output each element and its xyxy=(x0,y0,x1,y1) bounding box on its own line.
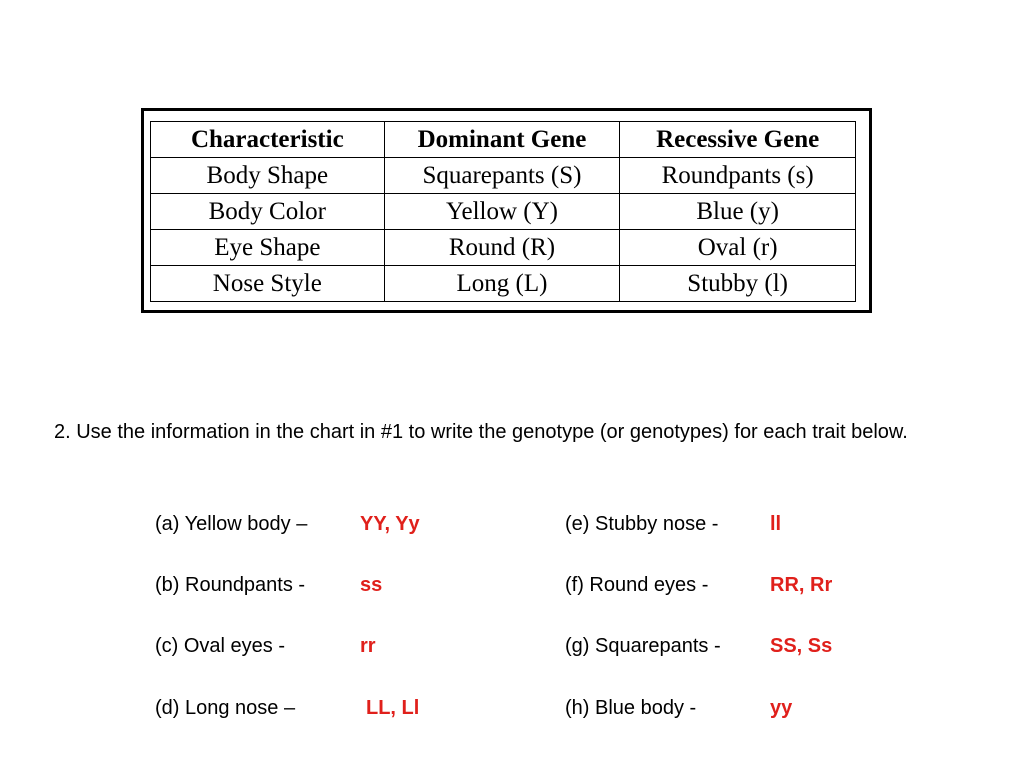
recessive-gene-cell: Stubby (l) xyxy=(620,266,856,302)
answer-value: RR, Rr xyxy=(770,574,833,596)
answer-label: (f) Round eyes - xyxy=(565,574,709,596)
answer-value: ll xyxy=(770,513,782,535)
table-row xyxy=(151,266,856,302)
answer-label: (d) Long nose – xyxy=(155,697,296,719)
trait-chart-frame xyxy=(141,108,872,313)
answer-label: (a) Yellow body – xyxy=(155,513,308,535)
trait-chart xyxy=(150,121,856,302)
answer-value: rr xyxy=(360,635,376,657)
table-row xyxy=(151,194,856,230)
answer-value: yy xyxy=(770,697,793,719)
characteristic-cell: Nose Style xyxy=(151,266,385,302)
answer-value: LL, Ll xyxy=(366,697,420,719)
dominant-gene-cell: Yellow (Y) xyxy=(384,194,620,230)
answer-value: SS, Ss xyxy=(770,635,833,657)
recessive-gene-cell: Blue (y) xyxy=(620,194,856,230)
answer-label: (h) Blue body - xyxy=(565,697,697,719)
characteristic-cell: Body Color xyxy=(151,194,385,230)
recessive-gene-cell: Roundpants (s) xyxy=(620,158,856,194)
characteristic-cell: Body Shape xyxy=(151,158,385,194)
header-recessive-gene: Recessive Gene xyxy=(620,122,856,158)
answer-value: YY, Yy xyxy=(360,513,420,535)
table-row xyxy=(151,230,856,266)
header-characteristic: Characteristic xyxy=(151,122,385,158)
answer-label: (b) Roundpants - xyxy=(155,574,306,596)
answer-value: ss xyxy=(360,574,383,596)
dominant-gene-cell: Round (R) xyxy=(384,230,620,266)
table-row xyxy=(151,158,856,194)
header-dominant-gene: Dominant Gene xyxy=(384,122,620,158)
dominant-gene-cell: Squarepants (S) xyxy=(384,158,620,194)
question-text: 2. Use the information in the chart in #1 to write the genotype (or genotypes) for each trait below. xyxy=(54,421,908,443)
table-header-row xyxy=(151,122,856,158)
answer-label: (c) Oval eyes - xyxy=(155,635,286,657)
answer-label: (g) Squarepants - xyxy=(565,635,721,657)
dominant-gene-cell: Long (L) xyxy=(384,266,620,302)
answer-label: (e) Stubby nose - xyxy=(565,513,719,535)
recessive-gene-cell: Oval (r) xyxy=(620,230,856,266)
characteristic-cell: Eye Shape xyxy=(151,230,385,266)
